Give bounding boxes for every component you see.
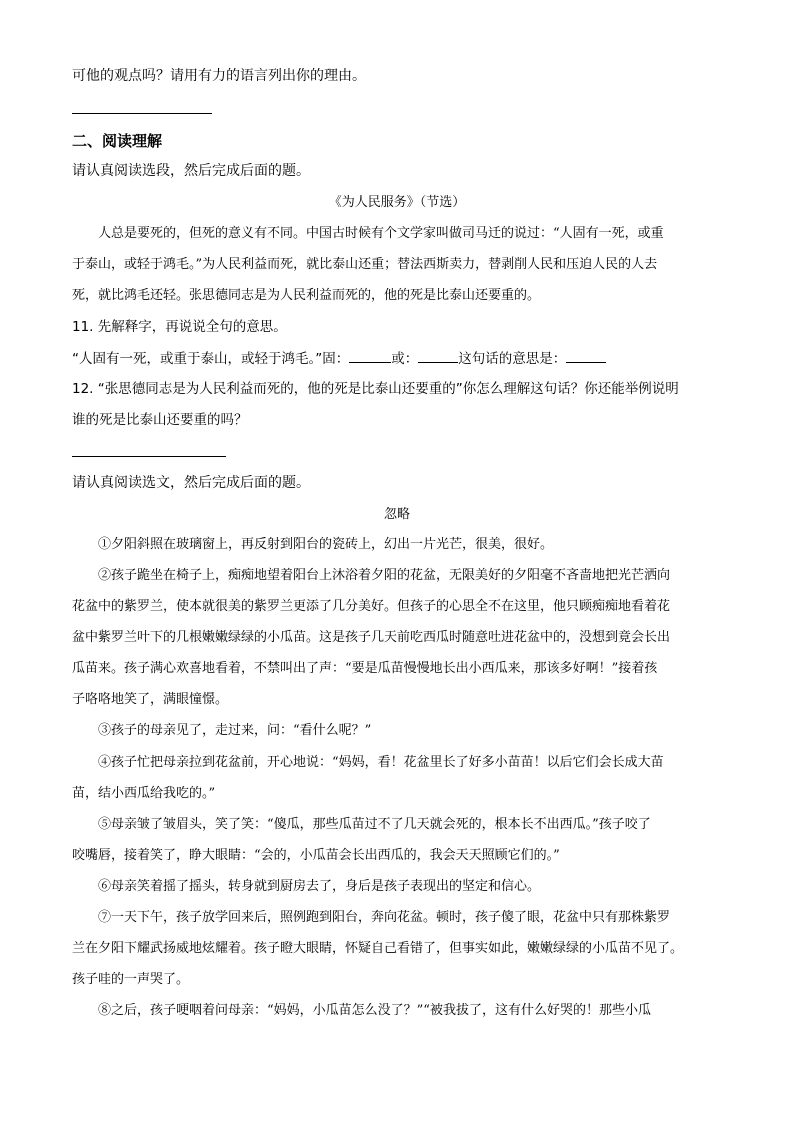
passage2-title: 忽略 bbox=[383, 507, 410, 522]
answer-line-2 bbox=[72, 456, 226, 457]
passage2-line: ④孩子忙把母亲拉到花盆前，开心地说：“妈妈，看！花盆里长了好多小苗苗！以后它们会长成大苗 bbox=[98, 755, 664, 770]
passage2-line: 苗，结小西瓜给我吃的。” bbox=[72, 786, 216, 801]
question-12-line: 12. “张思德同志是为人民利益而死的，他的死是比泰山还要重的”你怎么理解这句话？你还能举例说明 bbox=[72, 381, 679, 397]
instruction-2: 请认真阅读选文，然后完成后面的题。 bbox=[72, 475, 310, 491]
passage2-line: ⑧之后，孩子哽咽着问母亲：“妈妈，小瓜苗怎么没了？”“被我拔了，这有什么好哭的！那些小瓜 bbox=[98, 1003, 651, 1018]
q11-text-c: 这句话的意思是： bbox=[458, 351, 567, 367]
passage2-line: 瓜苗来。孩子满心欢喜地看着，不禁叫出了声：“要是瓜苗慢慢地长出小西瓜来，那该多好啊！”接着孩 bbox=[72, 661, 658, 676]
answer-blank-huo[interactable] bbox=[418, 348, 458, 363]
passage2-line: ②孩子跪坐在椅子上，痴痴地望着阳台上沐浴着夕阳的花盆，无限美好的夕阳毫不吝啬地把光芒洒向 bbox=[98, 568, 671, 583]
q11-text-b: 或： bbox=[391, 351, 419, 367]
answer-blank-meaning[interactable] bbox=[566, 348, 606, 363]
passage2-line: ⑤母亲皱了皱眉头，笑了笑：“傻瓜，那些瓜苗过不了几天就会死的，根本长不出西瓜。”孩子咬了 bbox=[98, 817, 651, 832]
passage2-line: 盆中紫罗兰叶下的几根嫩嫩绿绿的小瓜苗。这是孩子几天前吃西瓜时随意吐进花盆中的，没想到竟会长出 bbox=[72, 630, 671, 645]
q11-text-a: “人固有一死，或重于泰山，或轻于鸿毛。”固： bbox=[72, 351, 350, 367]
question-11-blanks bbox=[72, 348, 606, 369]
passage2-line: ①夕阳斜照在玻璃窗上，再反射到阳台的瓷砖上，幻出一片光芒，很美，很好。 bbox=[98, 537, 554, 552]
passage2-line: 子咯咯地笑了，满眼憧憬。 bbox=[72, 692, 229, 707]
passage2-line: ⑥母亲笑着摇了摇头，转身就到厨房去了，身后是孩子表现出的坚定和信心。 bbox=[98, 879, 541, 894]
passage1-line: 死，就比鸿毛还轻。张思德同志是为人民利益而死的，他的死是比泰山还要重的。 bbox=[72, 288, 541, 303]
top-question-line: 可他的观点吗？请用有力的语言列出你的理由。 bbox=[72, 68, 366, 84]
passage2-line: 孩子哇的一声哭了。 bbox=[72, 972, 190, 987]
answer-blank-gu[interactable] bbox=[349, 348, 391, 363]
passage2-line: ⑦一天下午，孩子放学回来后，照例跑到阳台，奔向花盆。顿时，孩子傻了眼，花盆中只有那株紫罗 bbox=[98, 910, 671, 925]
passage1-line: 人总是要死的，但死的意义有不同。中国古时候有个文学家叫做司马迁的说过：“人固有一死，或重 bbox=[98, 226, 664, 241]
passage2-line: 咬嘴唇，接着笑了，睁大眼睛：“会的，小瓜苗会长出西瓜的，我会天天照顾它们的。” bbox=[72, 848, 560, 863]
question-12-line: 谁的死是比泰山还要重的吗？ bbox=[72, 412, 248, 428]
passage2-line: 兰在夕阳下耀武扬威地炫耀着。孩子瞪大眼睛，怀疑自己看错了，但事实如此，嫩嫩绿绿的小瓜苗不见了。 bbox=[72, 941, 684, 956]
passage1-title: 《为人民服务》（节选） bbox=[328, 195, 466, 210]
passage2-line: ③孩子的母亲见了，走过来，问：“看什么呢？” bbox=[98, 723, 372, 738]
passage2-line: 花盆中的紫罗兰，使本就很美的紫罗兰更添了几分美好。但孩子的心思全不在这里，他只顾痴痴地看着花 bbox=[72, 599, 671, 614]
passage1-line: 于泰山，或轻于鸿毛。”为人民利益而死，就比泰山还重；替法西斯卖力，替剥削人民和压迫人民的人去 bbox=[72, 257, 658, 272]
answer-line-1 bbox=[72, 113, 212, 114]
section-title: 二、阅读理解 bbox=[72, 132, 163, 150]
instruction-1: 请认真阅读选段，然后完成后面的题。 bbox=[72, 163, 310, 179]
question-11-label: 11. 先解释字，再说说全句的意思。 bbox=[72, 319, 287, 335]
